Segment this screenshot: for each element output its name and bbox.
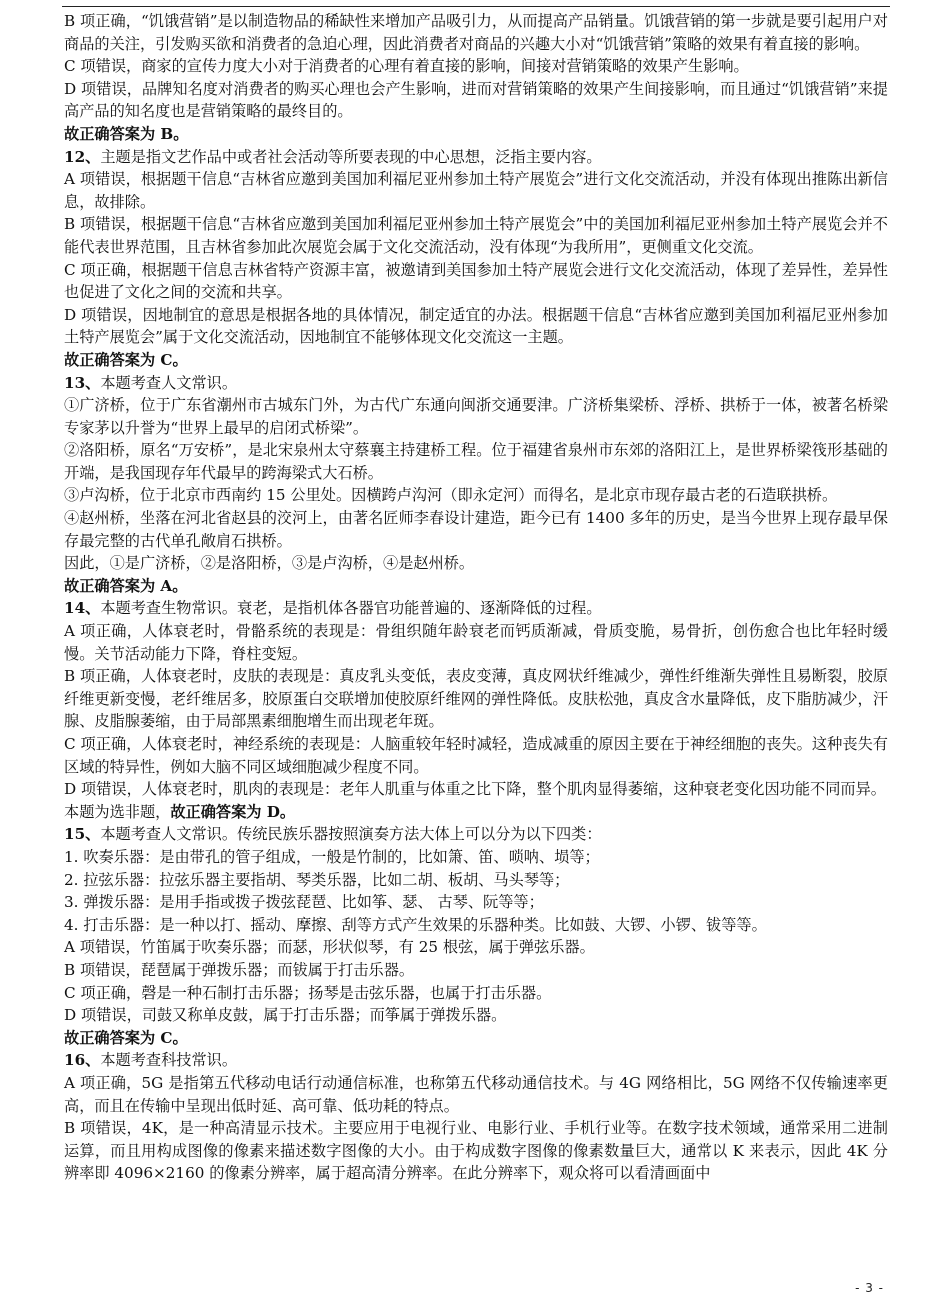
paragraph [64, 394, 888, 439]
paragraph [64, 936, 888, 959]
paragraph-text: ①广济桥，位于广东省潮州市古城东门外，为古代广东通向闽浙交通要津。广济桥集梁桥、浮桥、拱桥于一体，被著名桥梁专家茅以升誉为“世界上最早的启闭式桥梁”。 [64, 396, 888, 437]
paragraph-text: B 项错误，琵琶属于弹拨乐器；而钹属于打击乐器。 [64, 960, 415, 979]
paragraph-prefix: 本题为选非题， [64, 802, 171, 821]
paragraph-prefix: 13、 [64, 373, 101, 392]
paragraph [64, 168, 888, 213]
paragraph [64, 349, 888, 372]
paragraph [64, 914, 888, 937]
paragraph [64, 372, 888, 395]
paragraph-prefix: 12、 [64, 147, 101, 166]
paragraph-text: A 项正确，人体衰老时，骨骼系统的表现是：骨组织随年龄衰老而钙质渐减，骨质变脆，易骨折，创伤愈合也比年轻时缓慢。关节活动能力下降，脊柱变短。 [64, 622, 888, 663]
answer-statement: 故正确答案为 C。 [64, 1028, 188, 1047]
paragraph-text: 1. 吹奏乐器：是由带孔的管子组成，一般是竹制的，比如箫、笛、唢呐、埙等； [64, 847, 600, 866]
paragraph [64, 507, 888, 552]
paragraph [64, 439, 888, 484]
paragraph-text: ④赵州桥，坐落在河北省赵县的洨河上，由著名匠师李春设计建造，距今已有 1400 多年的历史，是当今世界上现存最早保存最完整的古代单孔敞肩石拱桥。 [64, 509, 888, 550]
paragraph [64, 552, 888, 575]
paragraph-text: 本题考查人文常识。传统民族乐器按照演奏方法大体上可以分为以下四类： [100, 825, 602, 844]
paragraph-text: B 项错误，根据题干信息“吉林省应邀到美国加利福尼亚州参加土特产展览会”中的美国加利福尼亚州参加土特产展览会并不能代表世界范围，且吉林省参加此次展览会属于文化交流活动，没有体现“为我所用”，更侧重文化交流。 [64, 215, 888, 256]
paragraph [64, 575, 888, 598]
paragraph-prefix: 16、 [64, 1051, 101, 1070]
paragraph [64, 733, 888, 778]
paragraph-text: A 项错误，竹笛属于吹奏乐器；而瑟，形状似琴，有 25 根弦，属于弹弦乐器。 [64, 938, 595, 957]
paragraph-text: D 项错误，司鼓又称单皮鼓，属于打击乐器；而筝属于弹拨乐器。 [64, 1006, 507, 1025]
paragraph-prefix: 15、 [64, 825, 101, 844]
answer-statement: 故正确答案为 A。 [64, 576, 188, 595]
paragraph-text: B 项正确，人体衰老时，皮肤的表现是：真皮乳头变低，表皮变薄，真皮网状纤维减少，弹性纤维渐失弹性且易断裂，胶原纤维更新变慢，老纤维居多，胶原蛋白交联增加使胶原纤维网的弹性降低。皮肤松弛，真皮含水量降低，皮下脂肪减少，汗腺、皮脂腺萎缩，由于局部黑素细胞增生而出现老年斑。 [64, 667, 888, 731]
paragraph [64, 982, 888, 1005]
paragraph [64, 1027, 888, 1050]
paragraph [64, 778, 888, 801]
paragraph-text: 本题考查人文常识。 [100, 373, 238, 392]
paragraph-text: 本题考查科技常识。 [100, 1051, 238, 1070]
paragraph [64, 869, 888, 892]
paragraph-text: ②洛阳桥，原名“万安桥”，是北宋泉州太守蔡襄主持建桥工程。位于福建省泉州市东郊的洛阳江上，是世界桥梁筏形基础的开端，是我国现存年代最早的跨海梁式大石桥。 [64, 441, 888, 482]
paragraph [64, 665, 888, 733]
paragraph [64, 484, 888, 507]
paragraph [64, 304, 888, 349]
paragraph-text: 主题是指文艺作品中或者社会活动等所要表现的中心思想，泛指主要内容。 [100, 147, 602, 166]
answer-statement: 故正确答案为 B。 [64, 124, 189, 143]
paragraph-text: D 项错误，因地制宜的意思是根据各地的具体情况，制定适宜的办法。根据题干信息“吉林省应邀到美国加利福尼亚州参加土特产展览会”属于文化交流活动，因地制宜不能够体现文化交流这一主题。 [64, 305, 888, 347]
paragraph-text: ③卢沟桥，位于北京市西南约 15 公里处。因横跨卢沟河（即永定河）而得名，是北京市现存最古老的石造联拱桥。 [64, 486, 838, 505]
paragraph [64, 823, 888, 846]
paragraph [64, 959, 888, 982]
paragraph-text: C 项正确，磬是一种石制打击乐器；扬琴是击弦乐器，也属于打击乐器。 [64, 983, 552, 1002]
paragraph [64, 846, 888, 869]
paragraph-text: B 项正确，“饥饿营销”是以制造物品的稀缺性来增加产品吸引力，从而提高产品销量。饥饿营销的第一步就是要引起用户对商品的关注，引发购买欲和消费者的急迫心理，因此消费者对商品的兴趣大小对“饥饿营销”策略的效果有着直接的影响。 [64, 12, 888, 53]
answer-statement: 故正确答案为 D。 [170, 802, 296, 821]
page-number: - 3 - [855, 1281, 884, 1295]
paragraph [64, 891, 888, 914]
paragraph-text: C 项正确，根据题干信息吉林省特产资源丰富，被邀请到美国参加土特产展览会进行文化交流活动，体现了差异性，差异性也促进了文化之间的交流和共享。 [64, 260, 888, 302]
paragraph [64, 55, 888, 78]
paragraph-text: D 项错误，人体衰老时，肌肉的表现是：老年人肌重与体重之比下降，整个肌肉显得萎缩，这种衰老变化因功能不同而异。 [64, 780, 886, 799]
paragraph-text: D 项错误，品牌知名度对消费者的购买心理也会产生影响，进而对营销策略的效果产生间接影响，而且通过“饥饿营销”来提高产品的知名度也是营销策略的最终目的。 [64, 79, 888, 121]
paragraph [64, 1049, 888, 1072]
paragraph-text: 因此，①是广济桥，②是洛阳桥，③是卢沟桥，④是赵州桥。 [64, 554, 475, 573]
paragraph [64, 146, 888, 169]
paragraph [64, 213, 888, 258]
header-rule [62, 6, 890, 7]
paragraph [64, 801, 888, 824]
paragraph [64, 259, 888, 304]
paragraph-text: 2. 拉弦乐器：拉弦乐器主要指胡、琴类乐器，比如二胡、板胡、马头琴等； [64, 870, 570, 889]
paragraph [64, 1117, 888, 1185]
paragraph-prefix: 14、 [64, 599, 101, 618]
paragraph [64, 597, 888, 620]
paragraph [64, 620, 888, 665]
answer-statement: 故正确答案为 C。 [64, 350, 188, 369]
paragraph [64, 10, 888, 55]
paragraph [64, 78, 888, 123]
paragraph-text: A 项正确，5G 是指第五代移动电话行动通信标准，也称第五代移动通信技术。与 4G 网络相比，5G 网络不仅传输速率更高，而且在传输中呈现出低时延、高可靠、低功耗的特点。 [64, 1073, 888, 1115]
paragraph-text: 4. 打击乐器：是一种以打、摇动、摩擦、刮等方式产生效果的乐器种类。比如鼓、大锣、小锣、钹等等。 [64, 915, 767, 934]
paragraph-text: 本题考查生物常识。衰老，是指机体各器官功能普遍的、逐渐降低的过程。 [100, 599, 602, 618]
paragraph-text: C 项正确，人体衰老时，神经系统的表现是：人脑重较年轻时减轻，造成减重的原因主要在于神经细胞的丧失。这种丧失有区域的特异性，例如大脑不同区域细胞减少程度不同。 [64, 735, 888, 776]
paragraph [64, 123, 888, 146]
paragraph-text: B 项错误，4K，是一种高清显示技术。主要应用于电视行业、电影行业、手机行业等。在数字技术领域，通常采用二进制运算，而且用构成图像的像素来描述数字图像的大小。由于构成数字图像的像素数量巨大，通常以 K 来表示，因此 4K 分辨率即 4096×2160 的像素分辨率，属于超高清分辨率。在此分辨率下，观众将可以看清画面中 [64, 1119, 888, 1183]
paragraph [64, 1004, 888, 1027]
paragraph-text: C 项错误，商家的宣传力度大小对于消费者的心理有着直接的影响，间接对营销策略的效果产生影响。 [64, 57, 749, 76]
paragraph-text: A 项错误，根据题干信息“吉林省应邀到美国加利福尼亚州参加土特产展览会”进行文化交流活动，并没有体现出推陈出新信息，故排除。 [64, 170, 888, 211]
paragraph-text: 3. 弹拨乐器：是用手指或拨子拨弦琵琶、比如筝、瑟、 古琴、阮等等； [64, 893, 544, 912]
document-body [64, 10, 888, 1185]
paragraph [64, 1072, 888, 1117]
